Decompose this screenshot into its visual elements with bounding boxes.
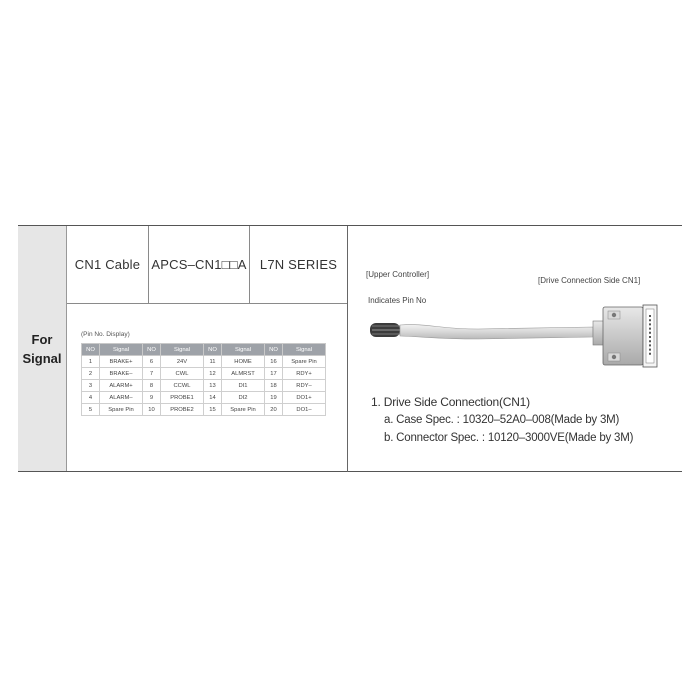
upper-controller-label: [Upper Controller] <box>366 270 430 279</box>
cable-spec-panel <box>18 225 682 472</box>
pin-no: 2 <box>82 368 100 380</box>
pin-signal: Spare Pin <box>222 404 265 416</box>
col-header: NO <box>204 344 222 356</box>
cable-body <box>400 325 593 339</box>
pin-no: 18 <box>265 380 283 392</box>
pin-no: 14 <box>204 392 222 404</box>
side-label-line2: Signal <box>22 350 62 366</box>
pin-signal: ALMRST <box>222 368 265 380</box>
pin-signal: RDY– <box>283 380 326 392</box>
side-label-line1: For <box>31 331 53 347</box>
case-spec: a. Case Spec. : 10320–52A0–008(Made by 3M) <box>384 414 620 426</box>
pin-signal: Spare Pin <box>283 356 326 368</box>
cn1-connector <box>593 305 657 367</box>
pin-no: 12 <box>204 368 222 380</box>
pin-no: 7 <box>143 368 161 380</box>
divider <box>67 303 347 304</box>
pin-no: 5 <box>82 404 100 416</box>
pin-no: 11 <box>204 356 222 368</box>
pin-no: 8 <box>143 380 161 392</box>
divider <box>347 226 348 472</box>
pin-signal: Spare Pin <box>100 404 143 416</box>
pin-signal: ALARM+ <box>100 380 143 392</box>
pin-signal: DO1+ <box>283 392 326 404</box>
table-row <box>82 392 326 404</box>
connector-spec: b. Connector Spec. : 10120–3000VE(Made by 3M) <box>384 432 634 444</box>
table-row <box>82 368 326 380</box>
pin-signal: CCWL <box>161 380 204 392</box>
cable-name: CN1 Cable <box>74 257 141 272</box>
col-header: NO <box>265 344 283 356</box>
pin-no: 13 <box>204 380 222 392</box>
pin-signal: ALARM– <box>100 392 143 404</box>
col-header: Signal <box>283 344 326 356</box>
pin-signal: PROBE1 <box>161 392 204 404</box>
pin-no: 15 <box>204 404 222 416</box>
pin-no: 4 <box>82 392 100 404</box>
pin-no: 17 <box>265 368 283 380</box>
col-header: Signal <box>161 344 204 356</box>
drive-side-label: [Drive Connection Side CN1] <box>538 276 641 285</box>
col-header: Signal <box>100 344 143 356</box>
pin-no: 19 <box>265 392 283 404</box>
pin-table-caption: (Pin No. Display) <box>81 331 130 338</box>
pin-table <box>81 343 326 416</box>
pin-signal: BRAKE– <box>100 368 143 380</box>
pin-note-label: Indicates Pin No <box>368 296 427 305</box>
table-row <box>82 380 326 392</box>
col-header: Signal <box>222 344 265 356</box>
side-band <box>18 226 67 471</box>
pin-no: 3 <box>82 380 100 392</box>
cable-series: L7N SERIES <box>259 257 338 272</box>
cable-diagram <box>358 301 658 376</box>
pin-no: 1 <box>82 356 100 368</box>
pin-signal: CWL <box>161 368 204 380</box>
col-header: NO <box>82 344 100 356</box>
pin-no: 6 <box>143 356 161 368</box>
pin-table-header <box>82 344 326 356</box>
pin-signal: DI2 <box>222 392 265 404</box>
pin-signal: BRAKE+ <box>100 356 143 368</box>
spec-title: 1. Drive Side Connection(CN1) <box>371 395 530 409</box>
pin-no: 20 <box>265 404 283 416</box>
col-header: NO <box>143 344 161 356</box>
pin-signal: HOME <box>222 356 265 368</box>
pin-signal: DO1– <box>283 404 326 416</box>
pin-no: 16 <box>265 356 283 368</box>
pin-no: 9 <box>143 392 161 404</box>
table-row <box>82 404 326 416</box>
pin-signal: DI1 <box>222 380 265 392</box>
pin-signal: RDY+ <box>283 368 326 380</box>
pin-signal: 24V <box>161 356 204 368</box>
pin-signal: PROBE2 <box>161 404 204 416</box>
wire-bundle <box>370 323 400 337</box>
side-label <box>22 330 61 368</box>
pin-no: 10 <box>143 404 161 416</box>
cable-model: APCS–CN1□□A <box>151 257 247 272</box>
table-row <box>82 356 326 368</box>
